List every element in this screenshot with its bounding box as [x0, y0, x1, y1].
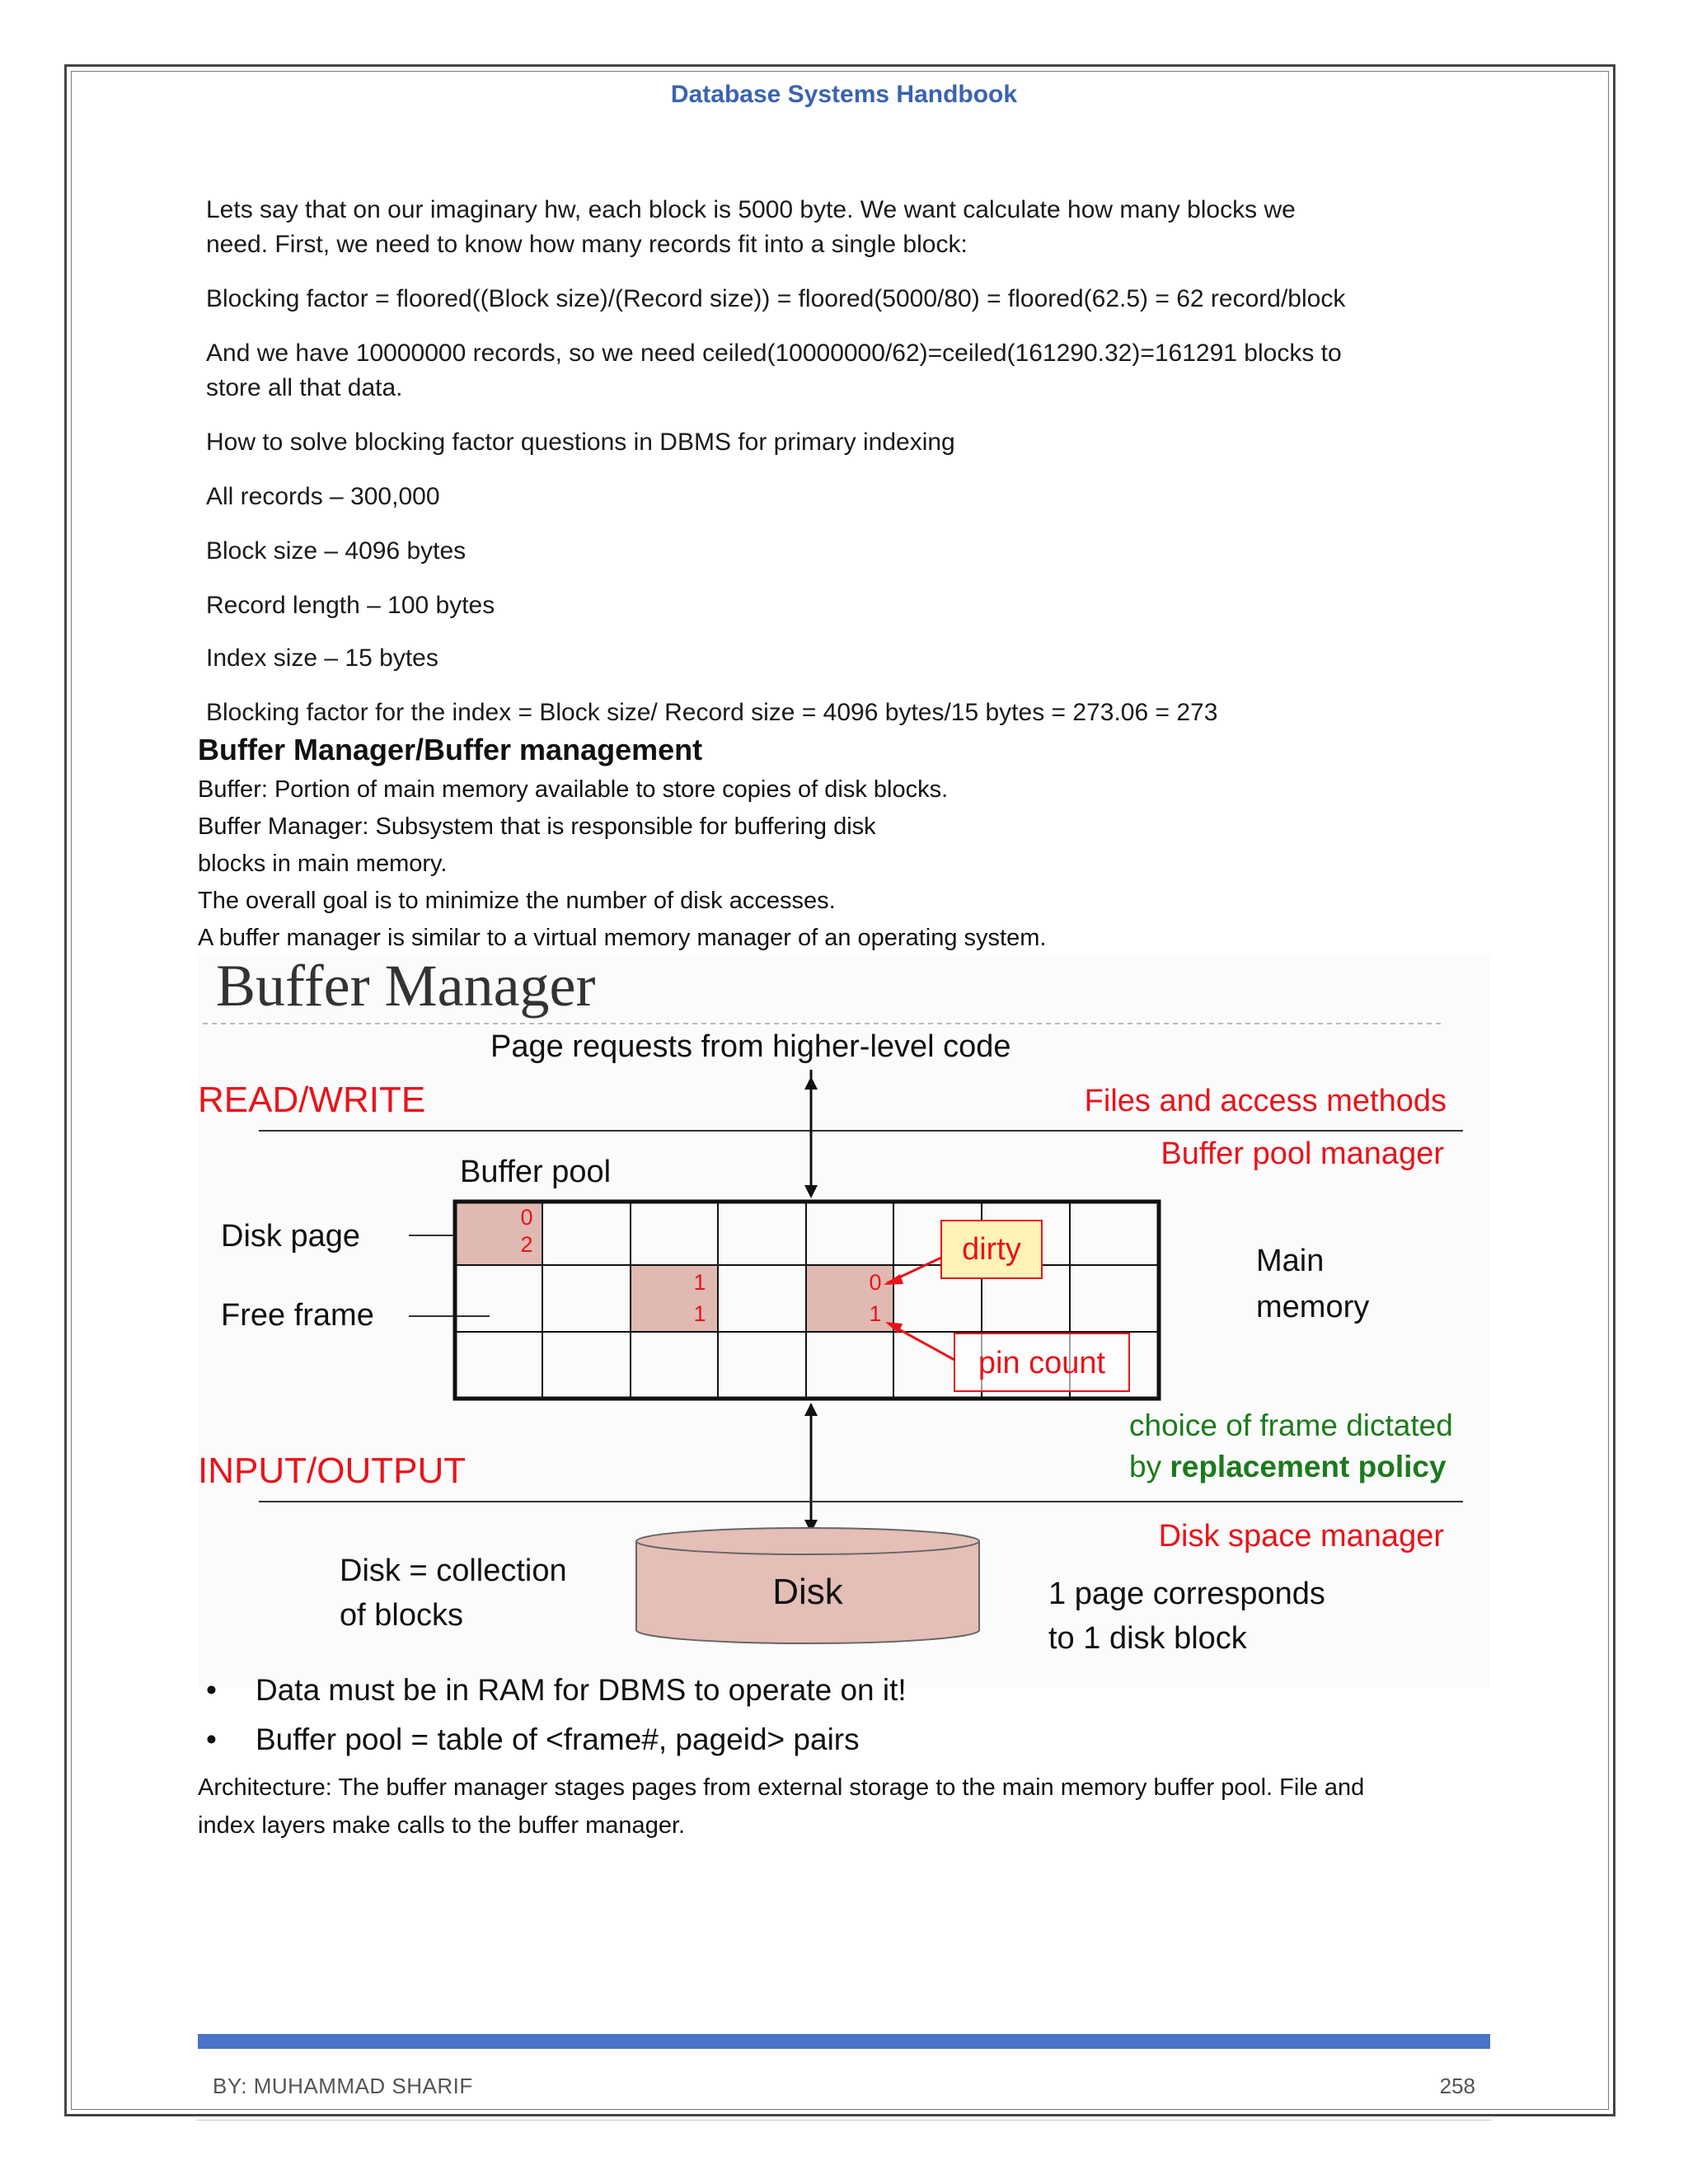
- bullet-dot: •: [206, 1722, 217, 1756]
- page-number: 258: [1439, 2074, 1475, 2098]
- footer-bar: [198, 2034, 1490, 2049]
- question-heading: How to solve blocking factor questions in DBMS for primary indexing: [206, 429, 955, 456]
- buffer-manager-diagram: [198, 954, 1490, 1688]
- main-label: Main: [1256, 1244, 1325, 1278]
- overall-goal: The overall goal is to minimize the number of disk accesses.: [198, 888, 836, 914]
- replacement-policy-label: replacement policy: [1170, 1450, 1447, 1483]
- frame-b-pin-value: 1: [693, 1301, 706, 1326]
- bullet-text: Data must be in RAM for DBMS to operate on it!: [256, 1673, 907, 1707]
- disk-label: Disk: [772, 1572, 843, 1612]
- disk-space-manager-label: Disk space manager: [1158, 1519, 1444, 1554]
- index-blocking-factor: Blocking factor for the index = Block size/ Record size = 4096 bytes/15 bytes = 273.06 = 273: [206, 699, 1218, 726]
- frame-a-dirty-value: 0: [520, 1205, 533, 1230]
- all-records: All records – 300,000: [206, 483, 440, 510]
- replacement-policy-line: [1129, 1450, 1447, 1483]
- index-size: Index size – 15 bytes: [206, 644, 438, 672]
- read-write-label: READ/WRITE: [198, 1080, 426, 1120]
- bullet-dot: •: [206, 1673, 217, 1707]
- disk-page-label: Disk page: [221, 1219, 360, 1254]
- bullet-item: [206, 1722, 860, 1757]
- disk-collection-line-2: of blocks: [340, 1598, 463, 1633]
- intro-paragraph-3-line-1: And we have 10000000 records, so we need ceiled(10000000/62)=ceiled(161290.32)=161291 blocks to: [206, 340, 1342, 367]
- diagram-title: Buffer Manager: [216, 954, 596, 1019]
- frame-a-pin-value: 2: [520, 1232, 533, 1257]
- buffer-manager-definition-1: Buffer Manager: Subsystem that is responsible for buffering disk: [198, 813, 876, 840]
- architecture-line-2: index layers make calls to the buffer manager.: [198, 1812, 686, 1839]
- footer-rule: [196, 2120, 1492, 2121]
- block-size: Block size – 4096 bytes: [206, 537, 467, 565]
- buffer-pool-manager-label: Buffer pool manager: [1160, 1137, 1444, 1171]
- record-length: Record length – 100 bytes: [206, 592, 495, 619]
- header-title: Database Systems Handbook: [670, 81, 1018, 108]
- intro-paragraph-1-line-2: need. First, we need to know how many records fit into a single block:: [206, 231, 968, 258]
- pin-count-label: pin count: [978, 1346, 1106, 1380]
- page-corresponds-line-1: 1 page corresponds: [1048, 1577, 1325, 1611]
- footer-author: BY: MUHAMMAD SHARIF: [213, 2074, 473, 2098]
- frame-b-dirty-value: 1: [693, 1270, 706, 1295]
- intro-paragraph-3-line-2: store all that data.: [206, 374, 403, 401]
- disk-collection-line-1: Disk = collection: [340, 1554, 567, 1588]
- page-corresponds-line-2: to 1 disk block: [1048, 1621, 1247, 1656]
- blocking-factor-formula: Blocking factor = floored((Block size)/(Record size)) = floored(5000/80) = floored(62.5) = 62 record/block: [206, 285, 1346, 312]
- section-heading: Buffer Manager/Buffer management: [198, 733, 703, 766]
- buffer-similarity: A buffer manager is similar to a virtual memory manager of an operating system.: [198, 925, 1047, 951]
- bullet-item: [206, 1673, 907, 1708]
- buffer-pool-label: Buffer pool: [460, 1155, 612, 1189]
- intro-paragraph-1-line-1: Lets say that on our imaginary hw, each block is 5000 byte. We want calculate how many blocks we: [206, 196, 1296, 223]
- disk-cylinder-top: [636, 1528, 979, 1554]
- architecture-line-1: Architecture: The buffer manager stages pages from external storage to the main memory buffer pool. File and: [198, 1774, 1365, 1801]
- free-frame-label: Free frame: [221, 1298, 374, 1333]
- choice-of-frame-label: choice of frame dictated: [1129, 1408, 1453, 1442]
- bullet-text: Buffer pool = table of <frame#, pageid> pairs: [256, 1722, 860, 1756]
- memory-label: memory: [1256, 1290, 1370, 1324]
- dirty-label: dirty: [962, 1232, 1021, 1267]
- by-word: by: [1129, 1450, 1170, 1483]
- frame-c-dirty-value: 0: [869, 1270, 882, 1295]
- frame-c-pin-value: 1: [869, 1301, 882, 1326]
- buffer-definition: Buffer: Portion of main memory available to store copies of disk blocks.: [198, 776, 949, 803]
- page-requests-label: Page requests from higher-level code: [490, 1029, 1011, 1064]
- buffer-manager-definition-2: blocks in main memory.: [198, 851, 448, 877]
- files-access-label: Files and access methods: [1084, 1084, 1447, 1118]
- input-output-label: INPUT/OUTPUT: [198, 1451, 467, 1491]
